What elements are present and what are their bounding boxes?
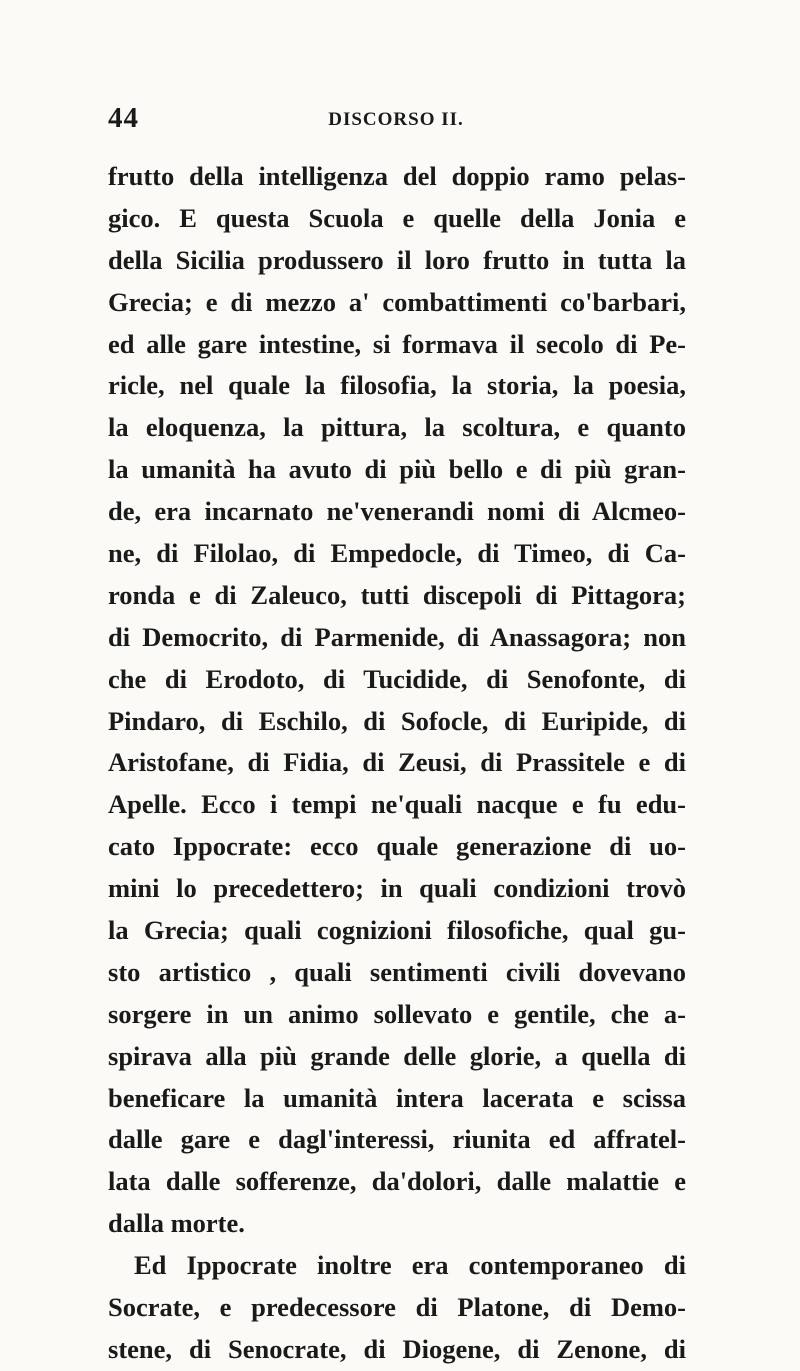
text-line: Grecia; e di mezzo a' combattimenti co'barbari, [108, 286, 686, 317]
text-line: sto artistico , quali sentimenti civili dovevano [108, 956, 686, 987]
page-number: 44 [108, 102, 139, 134]
text-line: mini lo precedettero; in quali condizioni trovò [108, 873, 686, 904]
text-line: stene, di Senocrate, di Diogene, di Zenone, di [108, 1333, 686, 1364]
text-line: Aristofane, di Fidia, di Zeusi, di Prassitele e di [108, 747, 686, 778]
text-line: beneficare la umanità intera lacerata e scissa [108, 1082, 686, 1113]
body-text [108, 156, 686, 1371]
text-line: cato Ippocrate: ecco quale generazione di uo- [108, 831, 686, 862]
text-line: della Sicilia produssero il loro frutto in tutta la [108, 244, 686, 275]
text-line: Apelle. Ecco i tempi ne'quali nacque e fu edu- [108, 789, 686, 820]
text-line: spirava alla più grande delle glorie, a quella di [108, 1040, 686, 1071]
text-line: ronda e di Zaleuco, tutti discepoli di Pittagora; [108, 579, 686, 610]
paragraph-end-line: dalla morte. [108, 1208, 245, 1239]
text-line: ed alle gare intestine, si formava il secolo di Pe- [108, 328, 686, 359]
text-line: la eloquenza, la pittura, la scoltura, e quanto [108, 412, 686, 443]
text-line: Pindaro, di Eschilo, di Sofocle, di Euripide, di [108, 705, 686, 736]
text-line: ricle, nel quale la filosofia, la storia, la poesia, [108, 370, 686, 401]
text-line: ne, di Filolao, di Empedocle, di Timeo, di Ca- [108, 538, 686, 569]
text-line: Socrate, e predecessore di Platone, di Demo- [108, 1292, 686, 1323]
text-line: la Grecia; quali cognizioni filosofiche, qual gu- [108, 915, 686, 946]
text-line: di Democrito, di Parmenide, di Anassagora; non [108, 621, 686, 652]
running-head-title: DISCORSO II. [328, 109, 464, 130]
text-line: la umanità ha avuto di più bello e di più gran- [108, 454, 686, 485]
text-line: lata dalle sofferenze, da'dolori, dalle malattie e [108, 1166, 686, 1197]
text-line: de, era incarnato ne'venerandi nomi di Alcmeo- [108, 496, 686, 527]
text-line: dalle gare e dagl'interessi, riunita ed affratel- [108, 1124, 686, 1155]
text-line: sorgere in un animo sollevato e gentile, che a- [108, 998, 686, 1029]
text-line: che di Erodoto, di Tucidide, di Senofonte, di [108, 663, 686, 694]
running-head [108, 102, 684, 138]
paragraph-start-line: Ed Ippocrate inoltre era contemporaneo di [134, 1250, 686, 1281]
text-line: gico. E questa Scuola e quelle della Jonia e [108, 202, 686, 233]
text-line: frutto della intelligenza del doppio ramo pelas- [108, 161, 686, 191]
